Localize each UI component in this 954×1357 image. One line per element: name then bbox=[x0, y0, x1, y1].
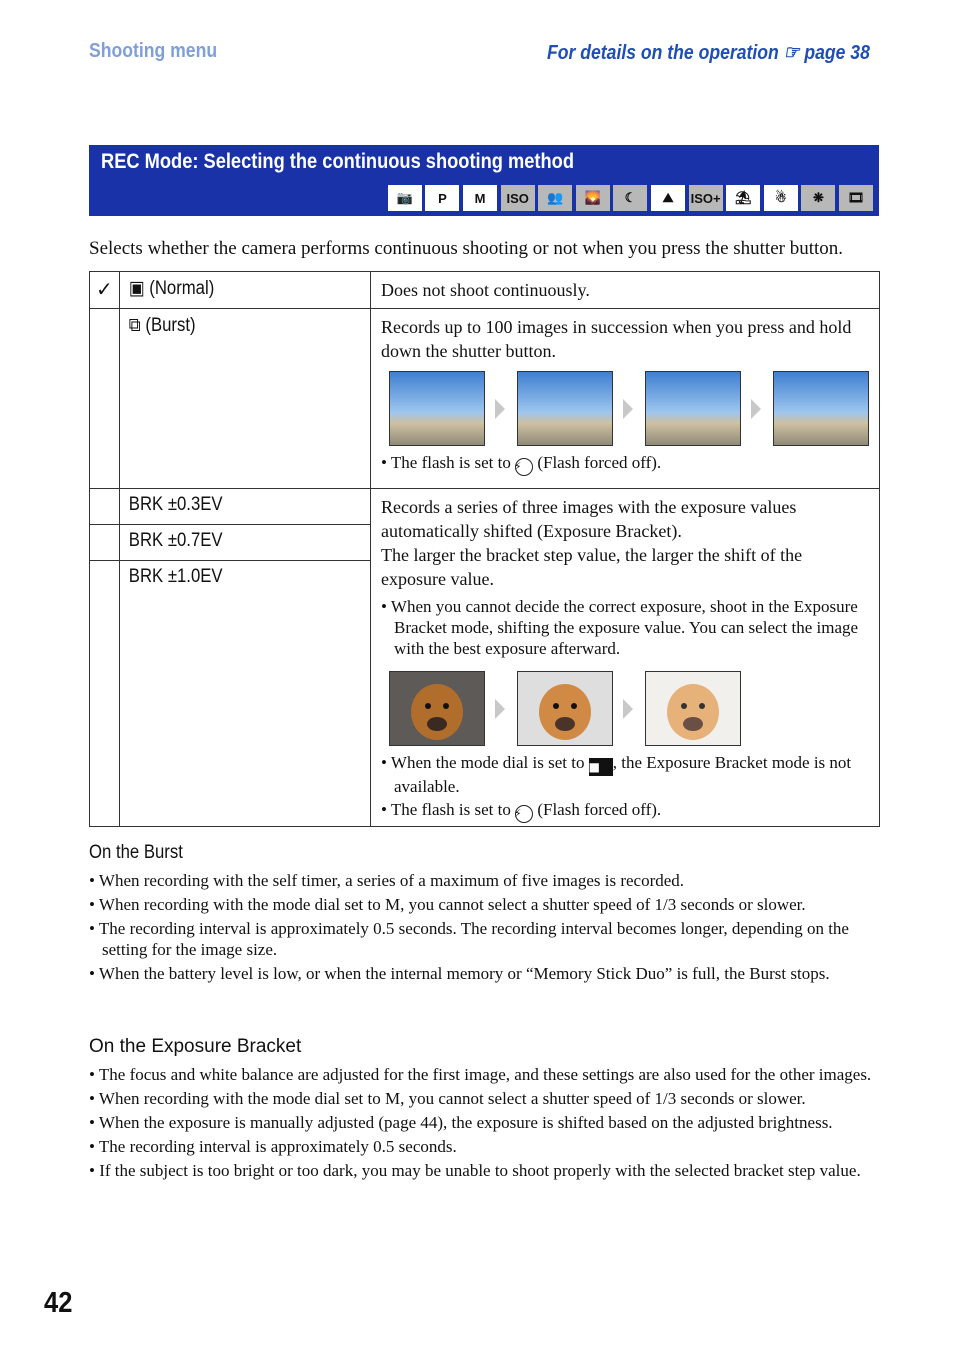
bracket-photo-bright bbox=[645, 671, 741, 746]
check-icon: ✓ bbox=[96, 277, 113, 301]
high-speed-shutter-icon: ISO+ bbox=[689, 185, 723, 211]
empty-check-cell bbox=[90, 561, 120, 827]
dog-photo-icon bbox=[646, 672, 740, 745]
table-row-brk-03 bbox=[90, 489, 880, 525]
burst-notes-title: On the Burst bbox=[89, 842, 183, 863]
snow-icon: ☃ bbox=[764, 185, 798, 211]
program-mode-icon: P bbox=[425, 185, 459, 211]
normal-mode-icon: ▣ bbox=[128, 277, 145, 299]
section-title: REC Mode: Selecting the continuous shooting method bbox=[101, 150, 574, 173]
intro-text: Selects whether the camera performs continuous shooting or not when you press the shutter button. bbox=[89, 238, 844, 259]
bracket-photo-sequence bbox=[389, 671, 869, 746]
camera-auto-icon: 📷 bbox=[388, 185, 422, 211]
list-item: • When recording with the self timer, a series of a maximum of five images is recorded. bbox=[89, 870, 879, 891]
flash-off-icon: ⚡ bbox=[515, 458, 533, 476]
option-normal-desc bbox=[371, 272, 880, 309]
burst-photo-sequence bbox=[389, 371, 869, 446]
option-normal bbox=[119, 272, 370, 309]
dog-photo-icon bbox=[518, 672, 612, 745]
list-item: • When recording with the mode dial set to M, you cannot select a shutter speed of 1/3 seconds or slower. bbox=[89, 1088, 879, 1109]
arrow-icon bbox=[623, 699, 633, 719]
normal-description: Does not shoot continuously. bbox=[381, 280, 590, 300]
bracket-description-2: The larger the bracket step value, the larger the shift of the exposure value. bbox=[381, 545, 803, 589]
list-item: • When the exposure is manually adjusted (page 44), the exposure is shifted based on the adjusted brightness. bbox=[89, 1112, 879, 1133]
bracket-note-3-suffix: (Flash forced off). bbox=[537, 800, 662, 819]
option-burst bbox=[119, 309, 370, 489]
arrow-icon bbox=[623, 399, 633, 419]
empty-check-cell bbox=[90, 489, 120, 525]
bracket-note-1: • When you cannot decide the correct exposure, shoot in the Exposure Bracket mode, shifting the exposure value. You can select the image with the best exposure afterward. bbox=[381, 596, 869, 659]
option-bracket-desc bbox=[371, 489, 880, 827]
bracket-notes bbox=[89, 1036, 879, 1184]
manual-mode-icon: M bbox=[463, 185, 497, 211]
movie-icon: 🎞 bbox=[839, 185, 873, 211]
burst-flash-note-suffix: (Flash forced off). bbox=[537, 453, 662, 472]
bracket-note-2-suffix: , the Exposure Bracket mode is not available. bbox=[394, 753, 852, 796]
arrow-icon bbox=[751, 399, 761, 419]
option-brk-07 bbox=[119, 525, 370, 561]
option-brk-03-label: BRK ±0.3EV bbox=[128, 494, 223, 515]
options-table bbox=[89, 271, 880, 827]
burst-photo-1 bbox=[389, 371, 485, 446]
bracket-notes-list bbox=[89, 1064, 879, 1181]
twilight-portrait-icon: 🌄 bbox=[576, 185, 610, 211]
default-check-cell bbox=[90, 272, 120, 309]
option-brk-07-label: BRK ±0.7EV bbox=[128, 530, 223, 551]
mode-icon-row bbox=[388, 185, 873, 211]
empty-check-cell bbox=[90, 309, 120, 489]
burst-notes-list bbox=[89, 870, 879, 984]
burst-photo-4 bbox=[773, 371, 869, 446]
list-item: • The recording interval is approximately 0.5 seconds. The recording interval becomes longer, depending on the setting for the image size. bbox=[89, 918, 879, 960]
dog-photo-icon bbox=[390, 672, 484, 745]
empty-check-cell bbox=[90, 525, 120, 561]
table-row-burst bbox=[90, 309, 880, 489]
soft-snap-icon: 👥 bbox=[538, 185, 572, 211]
burst-description: Records up to 100 images in succession when you press and hold down the shutter button. bbox=[381, 317, 852, 361]
burst-photo-2 bbox=[517, 371, 613, 446]
arrow-icon bbox=[495, 699, 505, 719]
high-sensitivity-icon: ISO bbox=[501, 185, 535, 211]
burst-photo-3 bbox=[645, 371, 741, 446]
burst-flash-note bbox=[381, 452, 869, 476]
option-brk-10 bbox=[119, 561, 370, 827]
option-brk-03 bbox=[119, 489, 370, 525]
table-row-normal bbox=[90, 272, 880, 309]
bracket-note-2 bbox=[381, 752, 869, 797]
details-link[interactable]: For details on the operation ☞ page 38 bbox=[547, 42, 870, 64]
bracket-description-1: Records a series of three images with the exposure values automatically shifted (Exposure Bracket). bbox=[381, 497, 797, 541]
fireworks-icon: ❋ bbox=[801, 185, 835, 211]
camera-icon: ■ bbox=[589, 758, 613, 776]
list-item: • The recording interval is approximately 0.5 seconds. bbox=[89, 1136, 879, 1157]
landscape-icon: ⛰ bbox=[651, 185, 685, 211]
section-header: Shooting menu bbox=[89, 40, 218, 62]
bracket-note-2-prefix: When the mode dial is set to bbox=[390, 753, 585, 772]
list-item: • When the battery level is low, or when the internal memory or “Memory Stick Duo” is full, the Burst stops. bbox=[89, 963, 879, 984]
burst-flash-note-prefix: The flash is set to bbox=[390, 453, 511, 472]
option-burst-label: (Burst) bbox=[145, 315, 196, 336]
list-item: • If the subject is too bright or too dark, you may be unable to shoot properly with the selected bracket step value. bbox=[89, 1160, 879, 1181]
beach-icon: ⛱ bbox=[726, 185, 760, 211]
burst-notes bbox=[89, 842, 879, 987]
bracket-notes-title: On the Exposure Bracket bbox=[89, 1036, 302, 1057]
bracket-note-3 bbox=[381, 799, 869, 823]
option-normal-label: (Normal) bbox=[149, 278, 215, 299]
list-item: • When recording with the mode dial set to M, you cannot select a shutter speed of 1/3 seconds or slower. bbox=[89, 894, 879, 915]
page-number: 42 bbox=[44, 1287, 73, 1319]
section-banner bbox=[89, 145, 879, 216]
bracket-photo-dark bbox=[389, 671, 485, 746]
bracket-photo-normal bbox=[517, 671, 613, 746]
arrow-icon bbox=[495, 399, 505, 419]
list-item: • The focus and white balance are adjusted for the first image, and these settings are also used for the other images. bbox=[89, 1064, 879, 1085]
option-burst-desc bbox=[371, 309, 880, 489]
flash-off-icon: ⚡ bbox=[515, 805, 533, 823]
bracket-note-3-prefix: The flash is set to bbox=[390, 800, 511, 819]
burst-mode-icon: ⧉ bbox=[128, 314, 141, 336]
option-brk-10-label: BRK ±1.0EV bbox=[128, 566, 223, 587]
twilight-icon: ☾ bbox=[613, 185, 647, 211]
